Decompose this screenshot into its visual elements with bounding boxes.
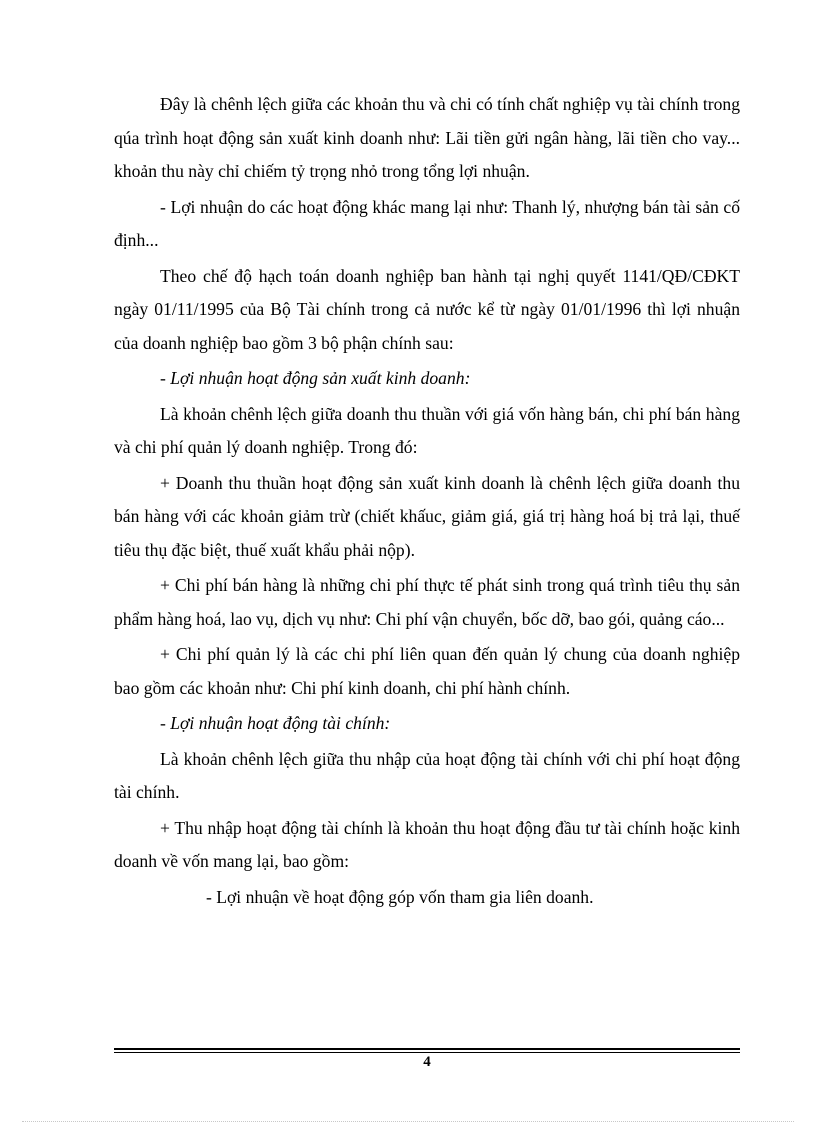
page-bottom-border — [22, 1121, 794, 1122]
paragraph-joint-venture-profit: - Lợi nhuận về hoạt động góp vốn tham gia liên doanh. — [206, 886, 594, 907]
document-body — [114, 88, 740, 916]
page-number: 4 — [423, 1054, 431, 1070]
paragraph-financial-difference: Đây là chênh lệch giữa các khoản thu và chi có tính chất nghiệp vụ tài chính trong qúa trình hoạt động sản xuất kinh doanh như: Lãi tiền gửi ngân hàng, lãi tiền cho vay... khoản thu này chỉ chiếm tỷ trọng nhỏ trong tổng lợi nhuận. — [114, 94, 740, 181]
paragraph-business-profit-definition: Là khoản chênh lệch giữa doanh thu thuần với giá vốn hàng bán, chi phí bán hàng và chi phí quản lý doanh nghiệp. Trong đó: — [114, 403, 740, 457]
paragraph-other-activities-profit: - Lợi nhuận do các hoạt động khác mang lại như: Thanh lý, nhượng bán tài sản cố định... — [114, 196, 740, 250]
paragraph-management-expenses: + Chi phí quản lý là các chi phí liên quan đến quản lý chung của doanh nghiệp bao gồm các khoản như: Chi phí kinh doanh, chi phí hành chính. — [114, 644, 740, 698]
paragraph-net-revenue: + Doanh thu thuần hoạt động sản xuất kinh doanh là chênh lệch giữa doanh thu bán hàng với các khoản giảm trừ (chiết khấuc, giảm giá, giá trị hàng hoá bị trả lại, thuế tiêu thụ đặc biệt, thuế xuất khẩu phải nộp). — [114, 472, 740, 560]
paragraph-financial-profit-definition: Là khoản chênh lệch giữa thu nhập của hoạt động tài chính với chi phí hoạt động tài chính. — [114, 748, 740, 802]
paragraph-selling-expenses: + Chi phí bán hàng là những chi phí thực tế phát sinh trong quá trình tiêu thụ sản phẩm hàng hoá, lao vụ, dịch vụ như: Chi phí vận chuyển, bốc dỡ, bao gói, quảng cáo... — [114, 575, 740, 629]
heading-financial-profit: - Lợi nhuận hoạt động tài chính: — [160, 713, 391, 733]
footer-divider — [114, 1048, 740, 1053]
paragraph-accounting-regime: Theo chế độ hạch toán doanh nghiệp ban hành tại nghị quyết 1141/QĐ/CĐKT ngày 01/11/1995 của Bộ Tài chính trong cả nước kể từ ngày 01/01/1996 thì lợi nhuận của doanh nghiệp bao gồm 3 bộ phận chính sau: — [114, 265, 740, 353]
paragraph-financial-income: + Thu nhập hoạt động tài chính là khoản thu hoạt động đầu tư tài chính hoặc kinh doanh về vốn mang lại, bao gồm: — [114, 817, 740, 871]
heading-business-profit: - Lợi nhuận hoạt động sản xuất kinh doanh: — [160, 368, 471, 388]
